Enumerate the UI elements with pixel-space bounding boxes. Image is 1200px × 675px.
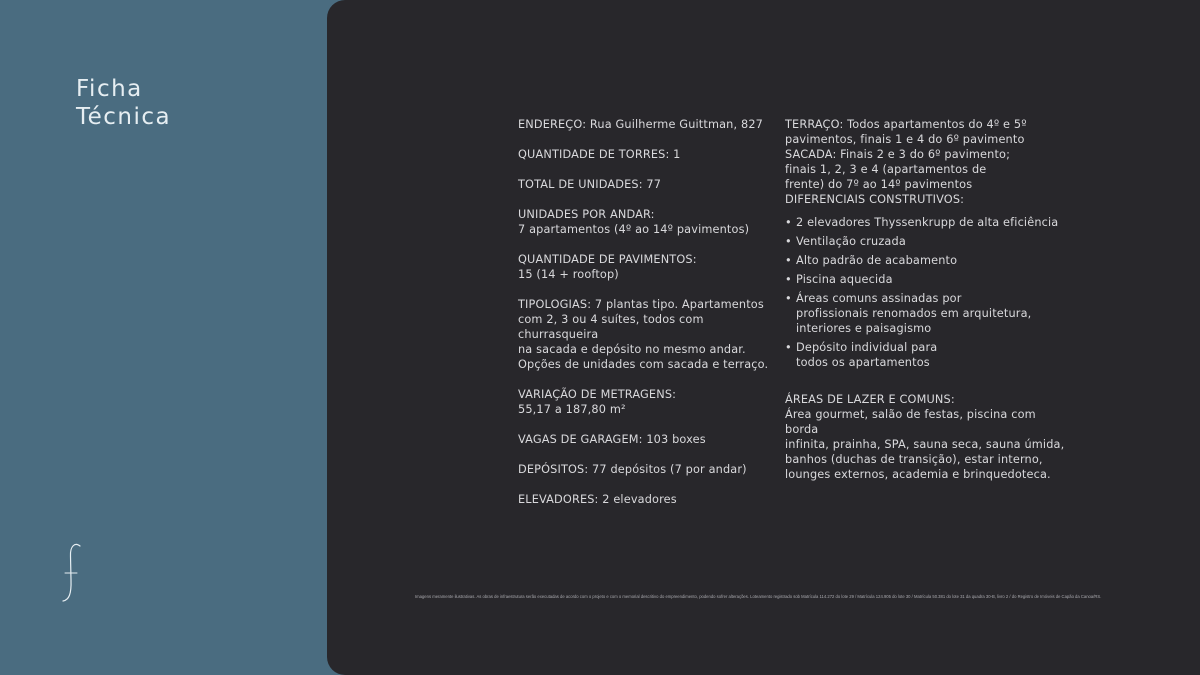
spec-depositos: DEPÓSITOS: 77 depósitos (7 por andar)	[518, 463, 747, 476]
spec-sacada: SACADA: Finais 2 e 3 do 6º pavimento; finais 1, 2, 3 e 4 (apartamentos de frente) do 7º ao 14º pavimentos	[785, 148, 1011, 191]
list-item: • Depósito individual para todos os apartamentos	[785, 340, 1065, 370]
f-script-logo-icon	[58, 540, 86, 606]
content-panel	[327, 0, 1200, 675]
spec-endereco: ENDEREÇO: Rua Guilherme Guittman, 827	[518, 118, 763, 131]
spec-lazer: ÁREAS DE LAZER E COMUNS: Área gourmet, salão de festas, piscina com borda infinita, prainha, SPA, sauna seca, sauna úmida, banhos (duchas de transição), estar interno, lounges externos, academia e brinquedoteca.	[785, 393, 1065, 481]
legal-disclaimer: Imagens meramente ilustrativas. As obras de infraestrutura serão executadas de acordo com o projeto e com o memorial descritivo do empreendimento, podendo sofrer alterações. Loteamento registrado sob Matrícula 114.272 do lote 29 / Matrícula 124.905 do lote 30 / Matrícula 50.381 do lote 31 da quadra 30-B, livro 2 / do Registro de Imóveis de Capão da Canoa/RS.	[415, 594, 1102, 599]
spec-tipologias: TIPOLOGIAS: 7 plantas tipo. Apartamentos com 2, 3 ou 4 suítes, todos com churrasqueira na sacada e depósito no mesmo andar. Opções de unidades com sacada e terraço.	[518, 298, 769, 371]
spec-metragens: VARIAÇÃO DE METRAGENS: 55,17 a 187,80 m²	[518, 388, 677, 416]
left-panel	[0, 0, 340, 675]
list-item: • 2 elevadores Thyssenkrupp de alta eficiência	[785, 215, 1065, 230]
spec-unidades: TOTAL DE UNIDADES: 77	[518, 178, 662, 191]
spec-pavimentos: QUANTIDADE DE PAVIMENTOS: 15 (14 + rooftop)	[518, 253, 697, 281]
spec-torres: QUANTIDADE DE TORRES: 1	[518, 148, 681, 161]
list-item: • Piscina aquecida	[785, 272, 1065, 287]
spec-elevadores: ELEVADORES: 2 elevadores	[518, 493, 677, 506]
spec-vagas: VAGAS DE GARAGEM: 103 boxes	[518, 433, 706, 446]
spec-terraco: TERRAÇO: Todos apartamentos do 4º e 5º pavimentos, finais 1 e 4 do 6º pavimento	[785, 118, 1027, 146]
specs-right-column	[785, 117, 1065, 482]
page-title	[76, 75, 171, 131]
list-item: • Alto padrão de acabamento	[785, 253, 1065, 268]
list-item: • Ventilação cruzada	[785, 234, 1065, 249]
page-title-line-2: Técnica	[76, 104, 172, 130]
diferenciais-list	[785, 215, 1065, 370]
spec-por-andar: UNIDADES POR ANDAR: 7 apartamentos (4º ao 14º pavimentos)	[518, 208, 750, 236]
specs-left-column	[518, 117, 780, 522]
page-title-line-1: Ficha	[76, 76, 143, 102]
diferenciais-heading: DIFERENCIAIS CONSTRUTIVOS:	[785, 193, 965, 206]
list-item: • Áreas comuns assinadas por profissionais renomados em arquitetura, interiores e paisagismo	[785, 291, 1065, 336]
